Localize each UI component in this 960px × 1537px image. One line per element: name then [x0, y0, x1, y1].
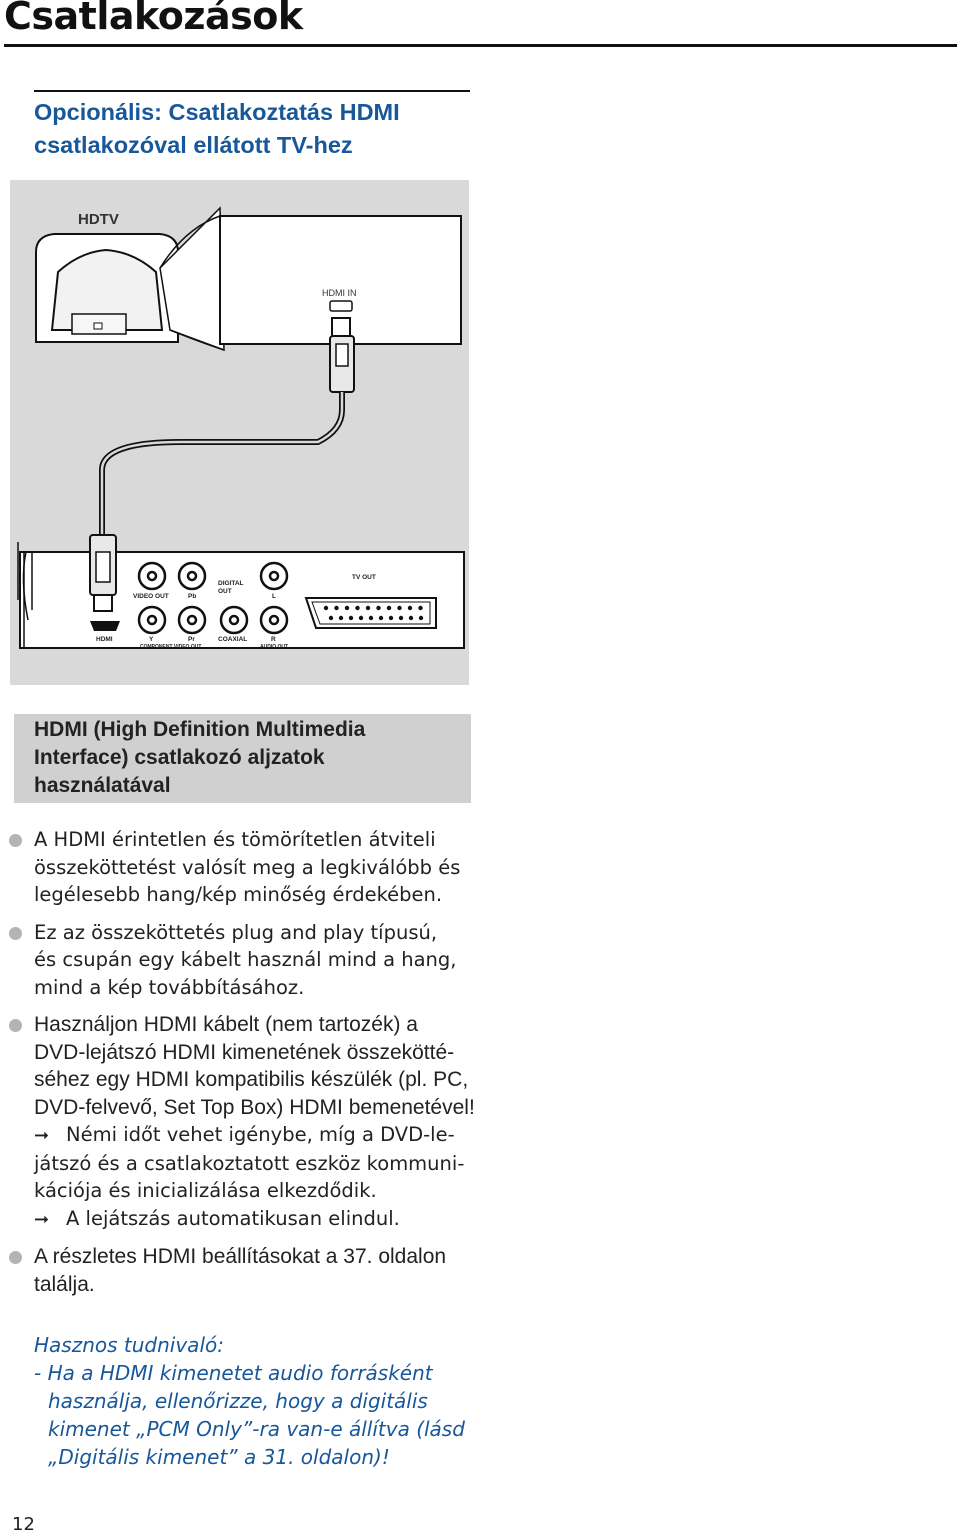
scart-pin	[329, 616, 333, 620]
arrow-item	[34, 1121, 520, 1150]
bullet-line: találja.	[34, 1272, 95, 1296]
scart-pin	[324, 606, 328, 610]
bullet-line: mind a kép továbbításához.	[34, 975, 305, 999]
arrow-line: kációja és inicializálása elkezdődik.	[34, 1179, 377, 1202]
scart-pin	[376, 606, 380, 610]
scart-pin	[418, 606, 422, 610]
scart-pin	[349, 616, 353, 620]
scart-pin	[399, 616, 403, 620]
tip-line: - Ha a HDMI kimenetet audio forrásként	[34, 1361, 433, 1385]
label-r: R	[271, 636, 276, 643]
section-title-line: Opcionális: Csatlakoztatás HDMI	[34, 99, 400, 125]
bullet-item	[0, 826, 520, 909]
label-pb: Pb	[188, 593, 197, 600]
scart-pin	[389, 616, 393, 620]
subsection-header	[14, 714, 471, 803]
label-tv-out: TV OUT	[352, 574, 376, 581]
scart-pin	[355, 606, 359, 610]
tip-heading: Hasznos tudnivaló:	[34, 1333, 224, 1357]
hdtv-label: HDTV	[78, 211, 119, 228]
helpful-tip	[34, 1331, 465, 1471]
subsection-title-line: HDMI (High Definition Multimedia	[34, 718, 366, 741]
scart-connector	[306, 598, 436, 628]
zoom-beam	[160, 208, 224, 350]
hdmi-port-icon	[90, 621, 120, 631]
arrow-line: játszó és a csatlakoztatott eszköz kommuni-	[34, 1151, 465, 1175]
page-title: Csatlakozások	[4, 0, 303, 38]
bullet-dot-icon	[9, 1019, 22, 1032]
scart-pin	[409, 616, 413, 620]
arrow-right-icon: ➞	[34, 1125, 50, 1146]
tv-back-icon	[36, 234, 178, 342]
hdmi-connection-diagram	[10, 180, 469, 685]
label-digital-out: DIGITAL	[218, 580, 244, 587]
section-divider	[34, 90, 470, 92]
label-digital-out: OUT	[218, 588, 232, 595]
subsection-title	[14, 714, 471, 800]
scart-pin	[339, 616, 343, 620]
bullet-item	[0, 919, 520, 1002]
bullet-line: Használjon HDMI kábelt (nem tartozék) a	[34, 1013, 418, 1036]
label-audio-out: AUDIO OUT	[260, 644, 289, 650]
body-text	[0, 826, 520, 1308]
scart-pin	[345, 606, 349, 610]
label-hdmi: HDMI	[96, 636, 113, 643]
scart-pin	[419, 616, 423, 620]
tip-line: „Digitális kimenet” a 31. oldalon)!	[48, 1445, 390, 1469]
scart-pin	[397, 606, 401, 610]
bullet-line: séhez egy HDMI kompatibilis készülék (pl. PC,	[34, 1068, 469, 1091]
bullet-dot-icon	[9, 927, 22, 940]
section-title	[34, 96, 474, 162]
hdmi-in-label: HDMI IN	[322, 288, 357, 298]
subsection-title-line: használatával	[34, 774, 171, 797]
subsection-title-line: Interface) csatlakozó aljzatok	[34, 746, 325, 769]
arrow-line: A lejátszás automatikusan elindul.	[66, 1206, 400, 1230]
label-video-out: VIDEO OUT	[133, 593, 169, 600]
tip-line: használja, ellenőrizze, hogy a digitális	[48, 1389, 428, 1413]
bullet-line: A HDMI érintetlen és tömörítetlen átviteli	[34, 828, 436, 851]
title-divider	[4, 44, 957, 47]
page-number: 12	[12, 1514, 35, 1535]
bullet-line: DVD-lejátszó HDMI kimenetének összekötté-	[34, 1040, 455, 1064]
bullet-line: A részletes HDMI beállításokat a 37. oldalon	[34, 1245, 447, 1268]
hdmi-plug-icon	[330, 318, 354, 392]
scart-pin	[369, 616, 373, 620]
bullet-line: Ez az összeköttetés plug and play típusú,	[34, 920, 438, 944]
label-component-video-out: COMPONENT VIDEO OUT	[140, 644, 202, 650]
hdmi-plug-icon	[90, 535, 116, 611]
bullet-dot-icon	[9, 1251, 22, 1264]
hdmi-cable	[102, 392, 342, 535]
bullet-line: összeköttetést valósít meg a legkiválóbb és	[34, 855, 461, 879]
bullet-line: legélesebb hang/kép minőség érdekében.	[34, 883, 443, 906]
bullet-item	[0, 1243, 520, 1298]
bullet-line: DVD-felvevő, Set Top Box) HDMI bemenetével!	[34, 1095, 475, 1119]
scart-pin	[387, 606, 391, 610]
scart-pin	[366, 606, 370, 610]
bullet-item	[0, 1011, 520, 1233]
arrow-item	[34, 1205, 520, 1234]
label-coaxial: COAXIAL	[218, 636, 248, 643]
label-pr: Pr	[188, 636, 195, 643]
scart-pin	[334, 606, 338, 610]
bullet-line: és csupán egy kábelt használ mind a hang,	[34, 948, 457, 971]
arrow-right-icon: ➞	[34, 1208, 50, 1230]
scart-pin	[379, 616, 383, 620]
label-l: L	[272, 593, 276, 600]
scart-pin	[359, 616, 363, 620]
section-title-line: csatlakozóval ellátott TV-hez	[34, 132, 353, 158]
label-y: Y	[149, 636, 154, 643]
scart-pin	[408, 606, 412, 610]
tip-line: kimenet „PCM Only”-ra van-e állítva (lásd	[48, 1417, 465, 1441]
arrow-line: Némi időt vehet igénybe, míg a DVD-le-	[66, 1123, 455, 1146]
bullet-dot-icon	[9, 834, 22, 847]
